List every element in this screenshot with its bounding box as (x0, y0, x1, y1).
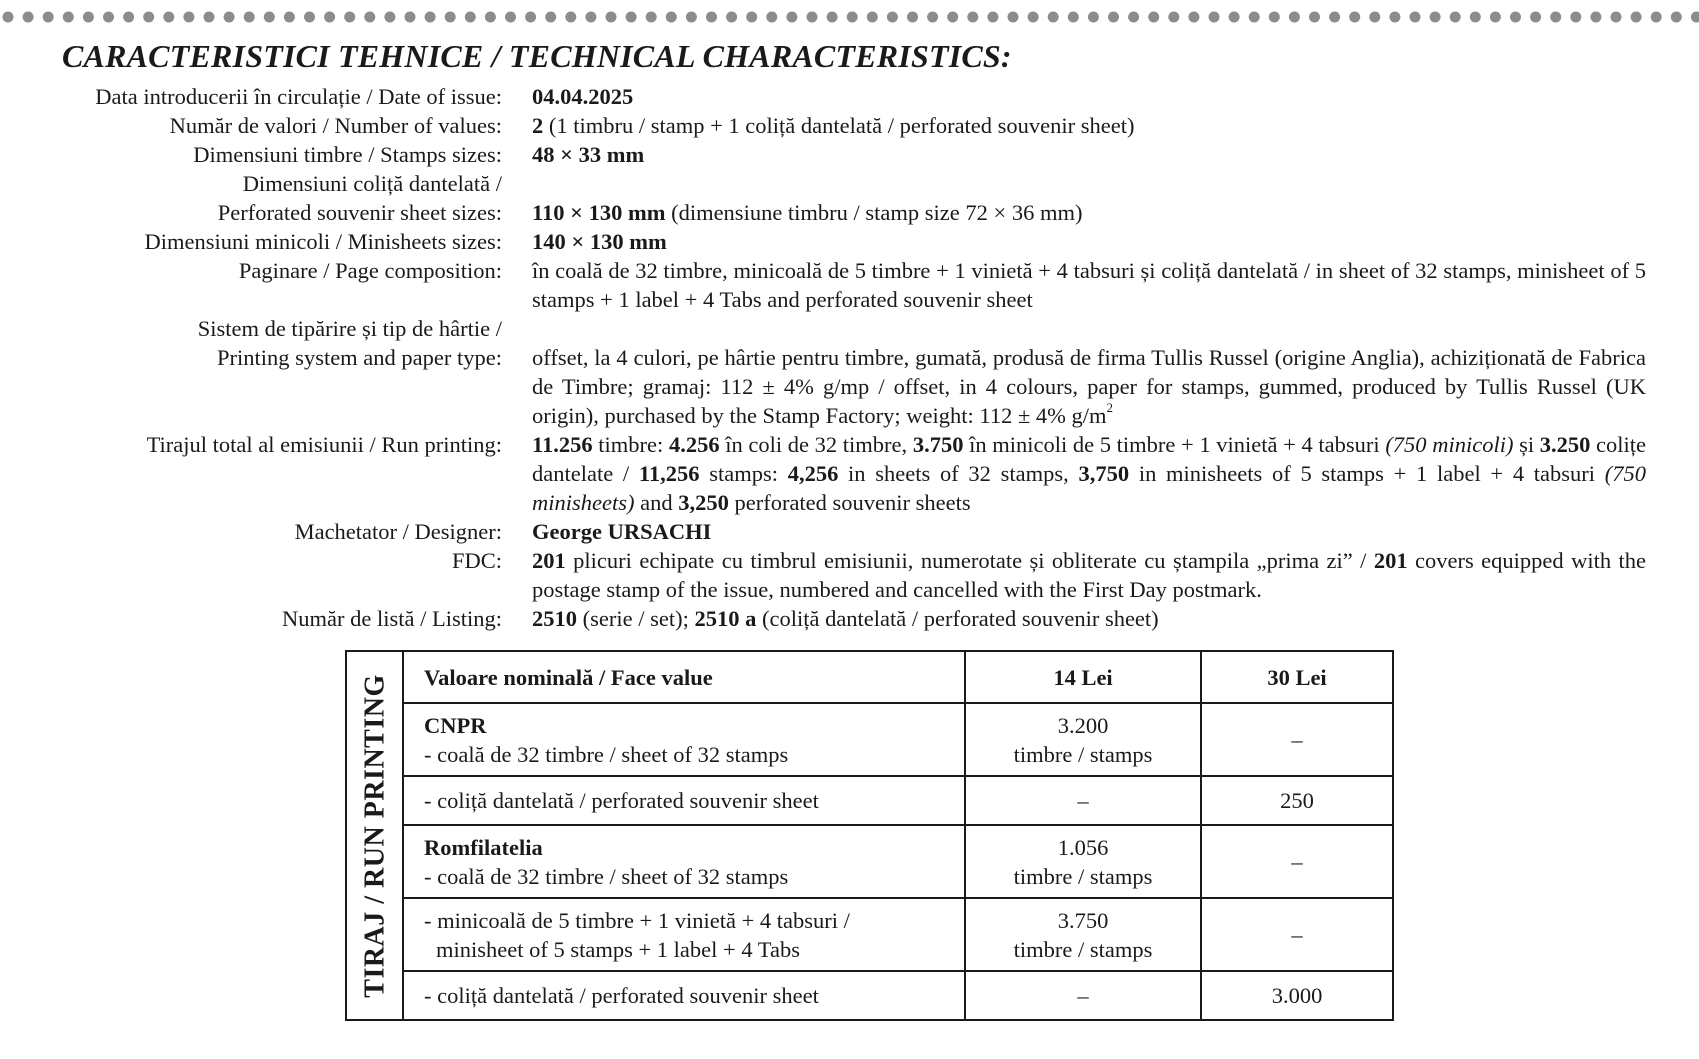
spec-row-page-composition (0, 256, 1699, 314)
border-dot (143, 12, 154, 23)
border-dot (1691, 12, 1699, 23)
border-dot (585, 12, 596, 23)
table-side-label (346, 651, 403, 1020)
row-group: CNPR (424, 712, 487, 738)
border-dot (1309, 12, 1320, 23)
run-text: in minisheets of 5 stamps + 1 label + 4 tabsuri (1129, 461, 1605, 486)
border-dot (284, 12, 295, 23)
table-row (346, 825, 1393, 898)
spec-row-fdc (0, 546, 1699, 604)
border-dot (163, 12, 174, 23)
border-dot (1209, 12, 1220, 23)
run-number: 4,256 (787, 461, 839, 486)
cell-30-lei: 3.000 (1201, 971, 1393, 1020)
border-dot (887, 12, 898, 23)
spec-row-listing (0, 604, 1699, 633)
border-dot (1671, 12, 1682, 23)
border-dot (1590, 12, 1601, 23)
border-dot (847, 12, 858, 23)
spec-value: (1 timbru / stamp + 1 coliță dantelată / perforated souvenir sheet) (543, 113, 1135, 138)
border-dot (1229, 12, 1240, 23)
border-dot (1188, 12, 1199, 23)
spec-value: 110 × 130 mm (532, 200, 666, 225)
spec-value: George URSACHI (532, 519, 712, 544)
border-dot (1269, 12, 1280, 23)
superscript: 2 (1106, 400, 1114, 415)
spec-value: în coală de 32 timbre, minicoală de 5 timbre + 1 vinietă + 4 tabsuri și coliță dantelată / in sheet of 32 stamps, minisheet of 5 stamps + 1 label + 4 Tabs and perforated souvenir sheet (532, 258, 1646, 312)
border-dot (807, 12, 818, 23)
border-dot (606, 12, 617, 23)
run-number: 3,250 (678, 490, 729, 515)
cell-value: 3.750 (1057, 907, 1109, 933)
cell-14-lei (965, 825, 1201, 898)
border-dot (264, 12, 275, 23)
run-text: stamps: (699, 461, 788, 486)
cell-30-lei: – (1201, 703, 1393, 776)
border-dot (746, 12, 757, 23)
row-desc-text: minisheet of 5 stamps + 1 label + 4 Tabs (436, 936, 800, 962)
row-desc (403, 825, 965, 898)
border-dot (123, 12, 134, 23)
border-dot (1651, 12, 1662, 23)
border-dot (907, 12, 918, 23)
run-total: 11.256 (532, 432, 593, 457)
border-dot (646, 12, 657, 23)
spec-label: Număr de listă / Listing: (282, 606, 502, 631)
border-dot (1510, 12, 1521, 23)
border-dot (1490, 12, 1501, 23)
spec-value (532, 430, 1646, 517)
header-14-lei: 14 Lei (965, 651, 1201, 703)
border-dot (405, 12, 416, 23)
table-row (346, 776, 1393, 825)
border-dot (1450, 12, 1461, 23)
border-dot (183, 12, 194, 23)
border-dot (63, 12, 74, 23)
border-dot (1008, 12, 1019, 23)
spec-value: 140 × 130 mm (532, 229, 667, 254)
border-dot (947, 12, 958, 23)
run-text: perforated souvenir sheets (728, 490, 971, 515)
border-dot (1570, 12, 1581, 23)
row-desc-text: - coală de 32 timbre / sheet of 32 stamps (424, 863, 789, 889)
border-dot (1168, 12, 1179, 23)
spec-value: offset, la 4 culori, pe hârtie pentru timbre, gumată, produsă de firma Tullis Russel (origine Anglia), achiziționată de Fabrica de Timbre; gramaj: 112 ± 4% g/mp / offset, in 4 colours, paper for stamps, gummed, produced by Tullis Russel (UK origin), purchased by the Stamp Factory; weight: 112 ± 4% g/m (532, 345, 1646, 428)
header-face-value: Valoare nominală / Face value (403, 651, 965, 703)
run-text: în coli de 32 timbre, (719, 432, 913, 457)
border-dot (1148, 12, 1159, 23)
border-dot (1369, 12, 1380, 23)
spec-row-run-printing (0, 430, 1699, 517)
table-header-row (346, 651, 1393, 703)
border-dot (545, 12, 556, 23)
run-text: in sheets of 32 stamps, (838, 461, 1079, 486)
border-dot (304, 12, 315, 23)
spec-label: Printing system and paper type: (217, 345, 502, 370)
border-dot (324, 12, 335, 23)
run-total: 11,256 (638, 461, 700, 486)
border-dot (1410, 12, 1421, 23)
spec-label: Perforated souvenir sheet sizes: (217, 200, 502, 225)
border-dot (1068, 12, 1079, 23)
border-dot (1088, 12, 1099, 23)
run-text: și (1513, 432, 1540, 457)
fdc-count: 201 (1373, 548, 1408, 573)
cell-value: 1.056 (1057, 834, 1109, 860)
border-dot (927, 12, 938, 23)
border-dot (525, 12, 536, 23)
spec-row-minisheet-sizes (0, 227, 1699, 256)
border-dot (967, 12, 978, 23)
fdc-text: covers equipped with the postage stamp of the issue, numbered and cancelled with the First Day postmark. (532, 548, 1647, 602)
spec-row-printing-system (0, 314, 1699, 430)
listing-text: (coliță dantelată / perforated souvenir sheet) (756, 606, 1159, 631)
spec-label: Sistem de tipărire și tip de hârtie / (197, 316, 502, 341)
cell-unit: timbre / stamps (1013, 741, 1153, 767)
run-text: and (634, 490, 679, 515)
border-dot (1128, 12, 1139, 23)
table-row (346, 703, 1393, 776)
cell-14-lei: – (965, 776, 1201, 825)
border-dot (867, 12, 878, 23)
border-dot (1550, 12, 1561, 23)
row-desc: - coliță dantelată / perforated souvenir sheet (403, 971, 965, 1020)
table-row (346, 898, 1393, 971)
border-dot (344, 12, 355, 23)
border-dot (103, 12, 114, 23)
border-dot (445, 12, 456, 23)
spec-label: Data introducerii în circulație / Date of issue: (95, 84, 502, 109)
border-dot (786, 12, 797, 23)
cell-unit: timbre / stamps (1013, 936, 1153, 962)
run-printing-table (345, 650, 1394, 1021)
cell-30-lei: 250 (1201, 776, 1393, 825)
border-dot (726, 12, 737, 23)
run-number: 4.256 (668, 432, 720, 457)
border-dot (364, 12, 375, 23)
run-number: 3.250 (1539, 432, 1591, 457)
row-desc: - coliță dantelată / perforated souvenir sheet (403, 776, 965, 825)
fdc-count: 201 (532, 548, 566, 573)
run-text: în minicoli de 5 timbre + 1 vinietă + 4 tabsuri (963, 432, 1386, 457)
border-dot (766, 12, 777, 23)
spec-row-designer (0, 517, 1699, 546)
spec-label: FDC: (451, 548, 502, 573)
run-note: (750 minicoli) (1385, 432, 1514, 457)
border-dot (1470, 12, 1481, 23)
border-dot (1289, 12, 1300, 23)
border-dot (626, 12, 637, 23)
listing-number: 2510 a (694, 606, 757, 631)
border-dot (505, 12, 516, 23)
border-dot (244, 12, 255, 23)
cell-30-lei: – (1201, 825, 1393, 898)
spec-label: Dimensiuni minicoli / Minisheets sizes: (144, 229, 502, 254)
spec-label: Număr de valori / Number of values: (169, 113, 502, 138)
run-text: colițe dantelate / (532, 432, 1647, 486)
border-dot (1108, 12, 1119, 23)
spec-label: Dimensiuni coliță dantelată / (242, 171, 502, 196)
dotted-border-decoration (0, 8, 1699, 26)
border-dot (1389, 12, 1400, 23)
row-desc (403, 703, 965, 776)
border-dot (204, 12, 215, 23)
border-dot (83, 12, 94, 23)
spec-row-number-of-values (0, 111, 1699, 140)
spec-row-date-of-issue (0, 82, 1699, 111)
border-dot (1530, 12, 1541, 23)
fdc-text: plicuri echipate cu timbrul emisiunii, numerotate și obliterate cu ștampila „prima zi” / (565, 548, 1374, 573)
row-desc (403, 898, 965, 971)
header-30-lei: 30 Lei (1201, 651, 1393, 703)
border-dot (384, 12, 395, 23)
row-desc-text: - minicoală de 5 timbre + 1 vinietă + 4 tabsuri / (424, 907, 850, 933)
border-dot (1028, 12, 1039, 23)
border-dot (465, 12, 476, 23)
spec-value: (dimensiune timbru / stamp size 72 × 36 mm) (665, 200, 1083, 225)
border-dot (43, 12, 54, 23)
row-group: Romfilatelia (424, 834, 543, 860)
border-dot (1430, 12, 1441, 23)
run-text: timbre: (592, 432, 669, 457)
border-dot (23, 12, 34, 23)
border-dot (1329, 12, 1340, 23)
spec-value: 2 (532, 113, 544, 138)
run-number: 3.750 (912, 432, 964, 457)
cell-value: 3.200 (1057, 712, 1109, 738)
technical-specs (0, 82, 1699, 633)
run-number: 3,750 (1078, 461, 1130, 486)
border-dot (1611, 12, 1622, 23)
spec-label: Machetator / Designer: (294, 519, 502, 544)
row-desc-text: - coală de 32 timbre / sheet of 32 stamps (424, 741, 789, 767)
table-row (346, 971, 1393, 1020)
border-dot (485, 12, 496, 23)
border-dot (1631, 12, 1642, 23)
spec-label: Tirajul total al emisiunii / Run printing: (146, 432, 502, 457)
spec-value: 48 × 33 mm (532, 142, 645, 167)
border-dot (686, 12, 697, 23)
border-dot (425, 12, 436, 23)
side-label-text: TIRAJ / RUN PRINTING (359, 673, 390, 998)
listing-text: (serie / set); (577, 606, 695, 631)
border-dot (666, 12, 677, 23)
cell-14-lei (965, 898, 1201, 971)
listing-number: 2510 (532, 606, 577, 631)
border-dot (1249, 12, 1260, 23)
border-dot (1349, 12, 1360, 23)
spec-label: Dimensiuni timbre / Stamps sizes: (193, 142, 502, 167)
border-dot (224, 12, 235, 23)
cell-30-lei: – (1201, 898, 1393, 971)
border-dot (3, 12, 14, 23)
spec-row-souvenir-sheet-sizes (0, 169, 1699, 227)
spec-label: Paginare / Page composition: (238, 258, 502, 283)
border-dot (827, 12, 838, 23)
border-dot (706, 12, 717, 23)
border-dot (565, 12, 576, 23)
cell-14-lei (965, 703, 1201, 776)
cell-unit: timbre / stamps (1013, 863, 1153, 889)
spec-row-stamp-sizes (0, 140, 1699, 169)
border-dot (1048, 12, 1059, 23)
spec-value: 04.04.2025 (532, 84, 634, 109)
spec-value (532, 546, 1646, 604)
page-title: CARACTERISTICI TEHNICE / TECHNICAL CHARACTERISTICS: (62, 38, 1012, 74)
cell-14-lei: – (965, 971, 1201, 1020)
run-note: (750 minisheets) (532, 461, 1647, 515)
border-dot (987, 12, 998, 23)
